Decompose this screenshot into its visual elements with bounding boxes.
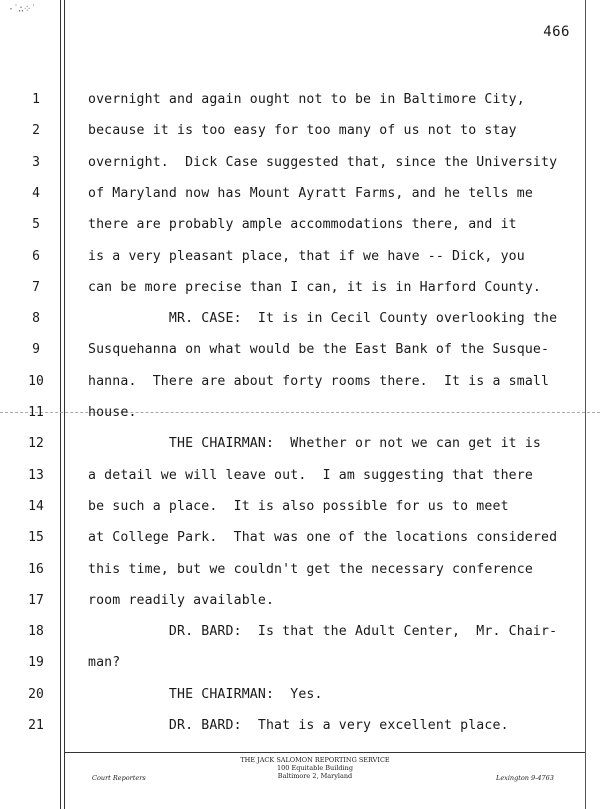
line-number: 4 — [32, 186, 40, 201]
left-margin-rule — [60, 0, 61, 809]
line-number: 8 — [32, 311, 40, 326]
footer — [0, 754, 600, 804]
footer-address-line-2: Baltimore 2, Maryland — [277, 772, 353, 780]
transcript-line: THE CHAIRMAN: Whether or not we can get it is — [88, 436, 542, 451]
line-number: 2 — [32, 123, 40, 138]
transcript-line: house. — [88, 405, 137, 420]
transcript-line: overnight. Dick Case suggested that, since the University — [88, 155, 558, 170]
line-number: 15 — [28, 530, 44, 545]
line-number: 9 — [32, 342, 40, 357]
transcript-line: a detail we will leave out. I am suggesting that there — [88, 468, 533, 483]
transcript-line: because it is too easy for too many of us not to stay — [88, 123, 517, 138]
line-number: 6 — [32, 249, 40, 264]
line-number: 16 — [28, 562, 44, 577]
transcript-line: overnight and again ought not to be in Baltimore City, — [88, 92, 525, 107]
line-number: 13 — [28, 468, 44, 483]
line-number: 14 — [28, 499, 44, 514]
transcript-line: room readily available. — [88, 593, 275, 608]
transcript-line: Susquehanna on what would be the East Bank of the Susque- — [88, 342, 550, 357]
corner-mark: ·˙∴⁘˙ — [8, 4, 36, 15]
footer-right-label: Lexington 9-4763 — [496, 774, 554, 782]
transcript-line: DR. BARD: That is a very excellent place. — [88, 718, 509, 733]
line-number: 12 — [28, 436, 44, 451]
footer-left-label: Court Reporters — [92, 774, 146, 782]
line-number: 11 — [28, 405, 44, 420]
line-number: 17 — [28, 593, 44, 608]
transcript-line: hanna. There are about forty rooms there. It is a small — [88, 374, 550, 389]
line-number: 19 — [28, 655, 44, 670]
footer-company-block — [200, 756, 430, 780]
transcript-line: THE CHAIRMAN: Yes. — [88, 687, 323, 702]
line-number: 10 — [28, 374, 44, 389]
footer-address-line-1: 100 Equitable Building — [277, 764, 353, 772]
footer-company-name: THE JACK SALOMON REPORTING SERVICE — [240, 756, 390, 764]
transcript-line: be such a place. It is also possible for us to meet — [88, 499, 509, 514]
transcript-line: of Maryland now has Mount Ayratt Farms, and he tells me — [88, 186, 533, 201]
transcript-line: there are probably ample accommodations there, and it — [88, 217, 517, 232]
transcript-line: is a very pleasant place, that if we have -- Dick, you — [88, 249, 525, 264]
left-margin-rule-inner — [64, 0, 65, 809]
transcript-line: DR. BARD: Is that the Adult Center, Mr. Chair- — [88, 624, 558, 639]
line-number: 3 — [32, 155, 40, 170]
line-number: 18 — [28, 624, 44, 639]
page-number: 466 — [543, 24, 570, 40]
transcript-line: this time, but we couldn't get the necessary conference — [88, 562, 533, 577]
line-number: 5 — [32, 217, 40, 232]
line-number: 7 — [32, 280, 40, 295]
line-number: 21 — [28, 718, 44, 733]
transcript-line: man? — [88, 655, 121, 670]
transcript-line: can be more precise than I can, it is in Harford County. — [88, 280, 542, 295]
transcript-line: at College Park. That was one of the locations considered — [88, 530, 558, 545]
line-number: 1 — [32, 92, 40, 107]
transcript-line: MR. CASE: It is in Cecil County overlooking the — [88, 311, 558, 326]
line-number: 20 — [28, 687, 44, 702]
footer-rule — [64, 752, 585, 753]
right-margin-rule — [585, 0, 586, 809]
